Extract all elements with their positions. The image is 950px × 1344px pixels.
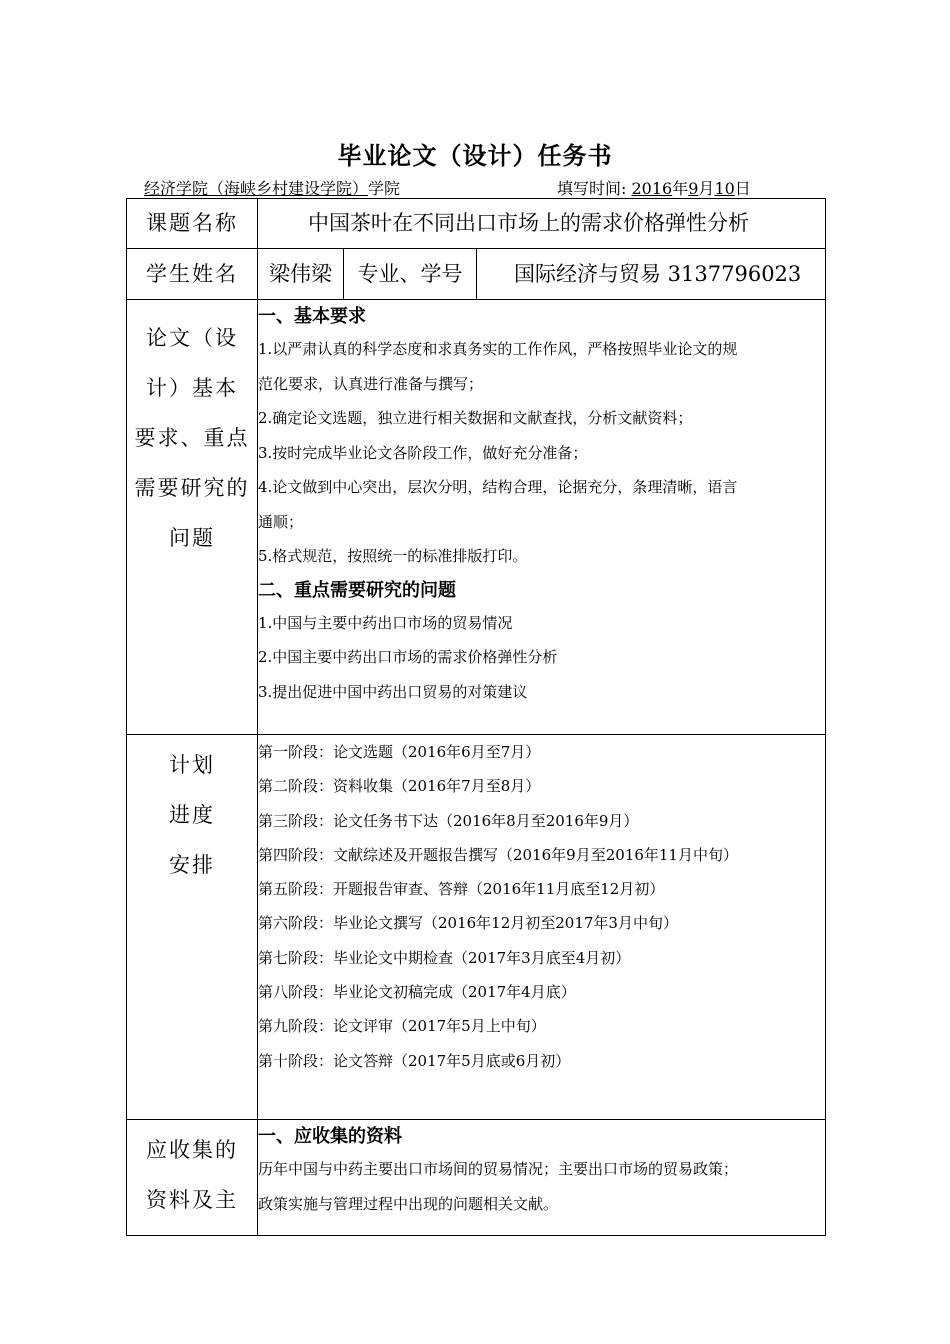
date-year-unit: 年 (672, 179, 689, 198)
plan-stage: 第一阶段：论文选题（2016年6月至7月） (258, 743, 541, 761)
plan-content (258, 735, 826, 1120)
fill-date (557, 176, 751, 199)
college-suffix: 学院 (368, 179, 401, 198)
plan-stage: 第四阶段：文献综述及开题报告撰写（2016年9月至2016年11月中旬） (258, 845, 738, 864)
requirements-label (127, 300, 258, 735)
plan-stage: 第三阶段：论文任务书下达（2016年8月至2016年9月） (258, 811, 639, 830)
topic-row (127, 199, 826, 249)
requirements-label-line: 论文（设 (146, 326, 238, 350)
requirement-item: 1.以严肃认真的科学态度和求真务实的工作作风，严格按照毕业论文的规 (258, 340, 738, 358)
plan-label-line: 进度 (169, 803, 215, 827)
date-month: 9 (688, 179, 699, 198)
date-label: 填写时间: (557, 179, 627, 198)
student-name: 梁伟梁 (258, 249, 344, 300)
college-line (144, 176, 400, 199)
plan-label (127, 735, 258, 1120)
materials-content (258, 1120, 826, 1236)
materials-label (127, 1120, 258, 1236)
research-item: 3.提出促进中国中药出口贸易的对策建议 (258, 682, 528, 701)
plan-label-line: 安排 (169, 853, 215, 877)
materials-label-line: 资料及主 (146, 1188, 238, 1212)
plan-stage: 第二阶段：资料收集（2016年7月至8月） (258, 777, 541, 796)
plan-row (127, 735, 826, 1120)
requirement-item: 4.论文做到中心突出，层次分明，结构合理，论据充分，条理清晰，语言 (258, 478, 738, 496)
task-table (126, 198, 826, 1236)
materials-label-line: 应收集的 (146, 1138, 238, 1162)
requirement-item: 3.按时完成毕业论文各阶段工作，做好充分准备； (258, 443, 588, 462)
section-heading: 一、应收集的资料 (258, 1126, 402, 1147)
requirement-item: 范化要求，认真进行准备与撰写； (258, 374, 484, 393)
requirements-label-line: 需要研究的 (134, 476, 250, 500)
requirements-row (127, 300, 826, 735)
date-year: 2016 (631, 179, 673, 198)
research-item: 1.中国与主要中药出口市场的贸易情况 (258, 613, 513, 632)
requirements-label-line: 问题 (169, 526, 215, 550)
major-label: 专业、学号 (344, 249, 477, 300)
student-row (127, 249, 826, 300)
materials-row (127, 1120, 826, 1236)
student-label: 学生姓名 (127, 249, 258, 300)
plan-label-line: 计划 (169, 753, 215, 777)
plan-stage: 第九阶段：论文评审（2017年5月上中旬） (258, 1017, 546, 1036)
requirement-item: 2.确定论文选题，独立进行相关数据和文献查找，分析文献资料； (258, 409, 693, 427)
materials-item: 历年中国与中药主要出口市场间的贸易情况；主要出口市场的贸易政策； (258, 1160, 739, 1178)
requirements-label-line: 要求、重点 (134, 426, 250, 450)
topic-label: 课题名称 (127, 199, 258, 249)
section-heading: 一、基本要求 (258, 306, 366, 327)
research-item: 2.中国主要中药出口市场的需求价格弹性分析 (258, 648, 558, 666)
topic-value: 中国茶叶在不同出口市场上的需求价格弹性分析 (258, 199, 826, 249)
date-month-unit: 月 (698, 179, 715, 198)
requirements-label-line: 计）基本 (146, 376, 238, 400)
date-day: 10 (714, 179, 735, 198)
major-value: 国际经济与贸易 3137796023 (477, 249, 826, 300)
college-name: 经济学院（海峡乡村建设学院） (144, 179, 369, 198)
document-title: 毕业论文（设计）任务书 (337, 141, 613, 170)
plan-stage: 第十阶段：论文答辩（2017年5月底或6月初） (258, 1051, 571, 1070)
requirement-item: 通顺； (258, 512, 304, 531)
section-heading: 二、重点需要研究的问题 (258, 579, 456, 601)
plan-stage: 第七阶段：毕业论文中期检查（2017年3月底至4月初） (258, 948, 631, 967)
requirement-item: 5.格式规范，按照统一的标准排版打印。 (258, 547, 528, 565)
date-day-unit: 日 (734, 179, 751, 198)
requirements-content (258, 300, 826, 735)
plan-stage: 第八阶段：毕业论文初稿完成（2017年4月底） (258, 983, 576, 1002)
plan-stage: 第五阶段：开题报告审查、答辩（2016年11月底至12月初） (258, 880, 665, 899)
materials-item: 政策实施与管理过程中出现的问题相关文献。 (258, 1194, 559, 1213)
plan-stage: 第六阶段：毕业论文撰写（2016年12月初至2017年3月中旬） (258, 914, 678, 933)
